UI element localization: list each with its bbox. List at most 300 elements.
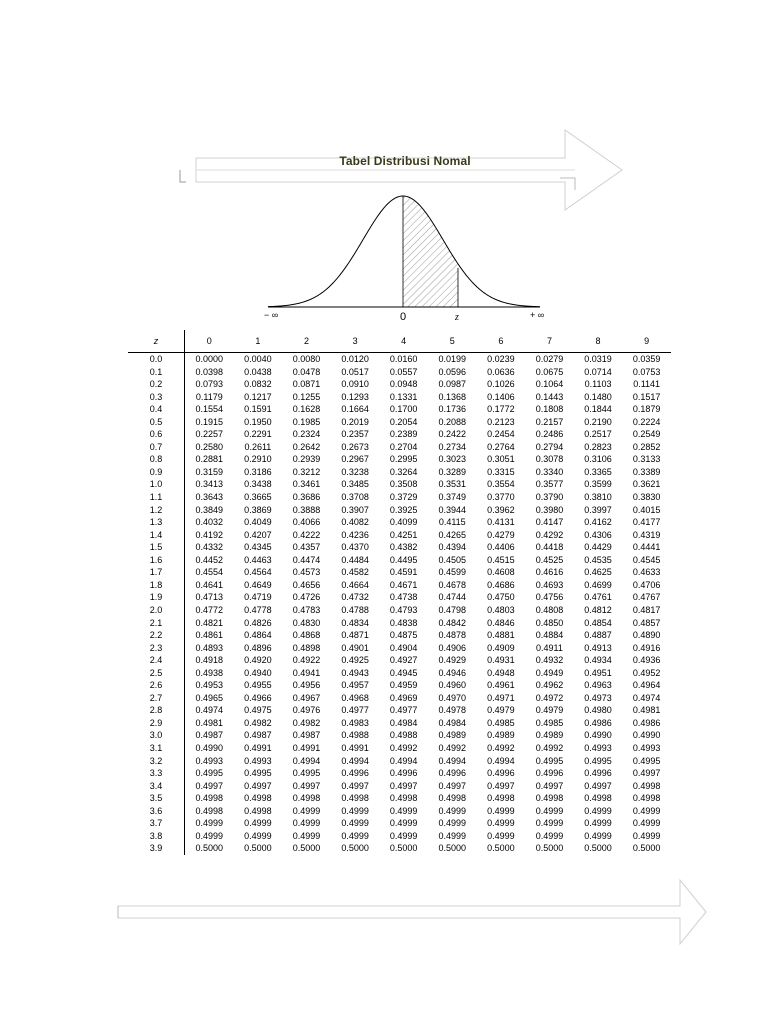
z-value-cell: 0.9 [128,466,185,479]
probability-cell: 0.3962 [487,504,515,515]
probability-cell: 0.4968 [341,692,369,703]
probability-cell: 0.1331 [389,391,418,402]
probability-cell: 0.1844 [584,404,612,415]
probability-cell: 0.2123 [487,416,515,427]
probability-cell: 0.4995 [632,755,661,766]
z-value-cell: 2.0 [128,604,185,617]
probability-cell: 0.2054 [389,416,418,427]
probability-cell: 0.4955 [244,680,272,691]
probability-cell: 0.0359 [622,353,671,366]
z-value-cell: 1.8 [128,579,185,592]
probability-cell: 0.3315 [487,466,515,477]
z-value-cell: 0.1 [128,366,185,379]
probability-cell: 0.4656 [292,579,321,590]
probability-cell: 0.4963 [584,680,612,691]
probability-cell: 0.3830 [632,492,661,503]
probability-cell: 0.4999 [389,830,418,841]
probability-cell: 0.4983 [341,717,369,728]
probability-cell: 0.4931 [487,655,515,666]
probability-cell: 0.4988 [389,730,418,741]
probability-cell: 0.4978 [438,705,467,716]
probability-cell: 0.4973 [584,692,612,703]
z-value-cell: 1.5 [128,541,185,554]
probability-cell: 0.2794 [535,441,564,452]
probability-cell: 0.4998 [341,793,369,804]
z-value-cell: 2.9 [128,717,185,730]
probability-cell: 0.3790 [535,492,564,503]
probability-cell: 0.4999 [195,830,224,841]
probability-cell: 0.4997 [389,780,418,791]
probability-cell: 0.4857 [632,617,661,628]
probability-cell: 0.4066 [292,517,321,528]
probability-cell: 0.4998 [632,793,661,804]
probability-cell: 0.2190 [584,416,612,427]
table-row [128,767,671,780]
probability-cell: 0.4222 [292,529,321,540]
header-row [128,330,671,353]
probability-cell: 0.4998 [292,793,321,804]
z-table [128,330,671,855]
probability-cell: 0.4932 [535,655,564,666]
probability-cell: 0.4970 [438,692,467,703]
probability-cell: 0.4998 [389,793,418,804]
probability-cell: 0.2580 [195,441,224,452]
probability-cell: 0.2257 [195,429,224,440]
probability-cell: 0.3643 [195,492,224,503]
table-row [128,729,671,742]
probability-cell: 0.4993 [632,742,661,753]
table-row [128,629,671,642]
z-value-cell: 3.3 [128,767,185,780]
table-row [128,717,671,730]
probability-cell: 0.4850 [535,617,564,628]
probability-cell: 0.4998 [487,793,515,804]
probability-cell: 0.0160 [379,353,428,366]
table-row [128,353,671,366]
probability-cell: 0.3997 [584,504,612,515]
probability-cell: 0.4990 [584,730,612,741]
probability-cell: 0.4982 [292,717,321,728]
probability-cell: 0.2517 [584,429,612,440]
probability-cell: 0.0675 [535,366,564,377]
probability-cell: 0.4951 [584,667,612,678]
probability-cell: 0.0239 [477,353,526,366]
probability-cell: 0.4979 [487,705,515,716]
probability-cell: 0.4177 [632,517,661,528]
probability-cell: 0.4988 [341,730,369,741]
probability-cell: 0.4991 [292,742,321,753]
probability-cell: 0.4265 [438,529,467,540]
probability-cell: 0.3023 [438,454,467,465]
probability-cell: 0.4974 [632,692,661,703]
probability-cell: 0.4994 [487,755,515,766]
probability-cell: 0.4616 [535,567,564,578]
probability-cell: 0.4985 [487,717,515,728]
probability-cell: 0.4726 [292,592,321,603]
probability-cell: 0.2852 [632,441,661,452]
z-value-cell: 2.8 [128,704,185,717]
probability-cell: 0.2995 [389,454,418,465]
probability-cell: 0.4998 [195,805,224,816]
probability-cell: 0.4834 [341,617,369,628]
probability-cell: 0.1517 [632,391,661,402]
probability-cell: 0.2157 [535,416,564,427]
probability-cell: 0.4474 [292,554,321,565]
probability-cell: 0.4984 [438,717,467,728]
probability-cell: 0.4861 [195,630,224,641]
probability-cell: 0.4925 [341,655,369,666]
z-value-cell: 1.0 [128,478,185,491]
probability-cell: 0.2389 [389,429,418,440]
probability-cell: 0.3340 [535,466,564,477]
probability-cell: 0.0120 [331,353,380,366]
pos-inf-label: + ∞ [530,310,545,320]
probability-cell: 0.4582 [341,567,369,578]
probability-cell: 0.4998 [244,805,272,816]
probability-cell: 0.4864 [244,630,272,641]
probability-cell: 0.4099 [389,517,418,528]
column-header: 1 [255,335,261,346]
probability-cell: 0.4756 [535,592,564,603]
probability-cell: 0.4992 [389,742,418,753]
table-row [128,579,671,592]
probability-cell: 0.4999 [487,805,515,816]
table-row [128,378,671,391]
probability-cell: 0.5000 [195,843,224,854]
probability-cell: 0.4940 [244,667,272,678]
probability-cell: 0.4999 [487,818,515,829]
probability-cell: 0.4936 [632,655,661,666]
probability-cell: 0.0871 [292,379,321,390]
column-header: 2 [303,335,309,346]
probability-cell: 0.4965 [195,692,224,703]
probability-cell: 0.4998 [632,780,661,791]
probability-cell: 0.3186 [244,466,272,477]
table-row [128,516,671,529]
z-value-cell: 2.6 [128,679,185,692]
probability-cell: 0.4946 [438,667,467,678]
probability-cell: 0.3106 [584,454,612,465]
probability-cell: 0.4693 [535,579,564,590]
probability-cell: 0.3264 [389,466,418,477]
probability-cell: 0.3888 [292,504,321,515]
probability-cell: 0.3770 [487,492,515,503]
table-row [128,780,671,793]
probability-cell: 0.0517 [341,366,369,377]
probability-cell: 0.4345 [244,542,272,553]
table-body [128,353,671,855]
probability-cell: 0.4015 [632,504,661,515]
probability-cell: 0.4997 [535,780,564,791]
z-value-cell: 0.2 [128,378,185,391]
z-value-cell: 0.3 [128,391,185,404]
table-row [128,491,671,504]
table-row [128,817,671,830]
probability-cell: 0.4082 [341,517,369,528]
probability-cell: 0.4554 [195,567,224,578]
probability-cell: 0.4999 [535,830,564,841]
probability-cell: 0.3849 [195,504,224,515]
probability-cell: 0.3665 [244,492,272,503]
probability-cell: 0.4319 [632,529,661,540]
probability-cell: 0.1985 [292,416,321,427]
probability-cell: 0.4678 [438,579,467,590]
probability-cell: 0.3907 [341,504,369,515]
z-value-cell: 3.2 [128,755,185,768]
probability-cell: 0.4999 [438,830,467,841]
probability-cell: 0.0714 [584,366,612,377]
probability-cell: 0.3944 [438,504,467,515]
probability-cell: 0.4999 [389,805,418,816]
probability-cell: 0.4959 [389,680,418,691]
probability-cell: 0.4901 [341,642,369,653]
probability-cell: 0.4986 [584,717,612,728]
probability-cell: 0.4505 [438,554,467,565]
probability-cell: 0.4934 [584,655,612,666]
probability-cell: 0.4997 [584,780,612,791]
probability-cell: 0.4793 [389,604,418,615]
probability-cell: 0.4995 [584,755,612,766]
probability-cell: 0.2422 [438,429,467,440]
probability-cell: 0.2642 [292,441,321,452]
probability-cell: 0.4992 [535,742,564,753]
probability-cell: 0.2734 [438,441,467,452]
probability-cell: 0.2939 [292,454,321,465]
probability-cell: 0.4999 [584,830,612,841]
column-header: 0 [206,335,212,346]
probability-cell: 0.4783 [292,604,321,615]
probability-cell: 0.4981 [195,717,224,728]
probability-cell: 0.3531 [438,479,467,490]
probability-cell: 0.1480 [584,391,612,402]
probability-cell: 0.4997 [244,780,272,791]
table-row [128,529,671,542]
probability-cell: 0.4382 [389,542,418,553]
probability-cell: 0.4987 [292,730,321,741]
probability-cell: 0.4998 [244,793,272,804]
probability-cell: 0.4956 [292,680,321,691]
probability-cell: 0.4871 [341,630,369,641]
probability-cell: 0.4977 [341,705,369,716]
probability-cell: 0.2224 [632,416,661,427]
probability-cell: 0.5000 [341,843,369,854]
probability-cell: 0.4996 [487,768,515,779]
probability-cell: 0.4999 [341,805,369,816]
column-header: 5 [449,335,455,346]
probability-cell: 0.4949 [535,667,564,678]
probability-cell: 0.4920 [244,655,272,666]
table-row [128,742,671,755]
probability-cell: 0.4898 [292,642,321,653]
probability-cell: 0.4997 [341,780,369,791]
probability-cell: 0.4975 [244,705,272,716]
probability-cell: 0.3389 [632,466,661,477]
probability-cell: 0.4452 [195,554,224,565]
probability-cell: 0.2967 [341,454,369,465]
probability-cell: 0.4996 [584,768,612,779]
probability-cell: 0.4966 [244,692,272,703]
probability-cell: 0.4999 [292,818,321,829]
probability-cell: 0.4964 [632,680,661,691]
table-row [128,704,671,717]
z-value-cell: 0.6 [128,428,185,441]
z-value-cell: 3.1 [128,742,185,755]
probability-cell: 0.4991 [244,742,272,753]
probability-cell: 0.4699 [584,579,612,590]
probability-cell: 0.4868 [292,630,321,641]
probability-cell: 0.4591 [389,567,418,578]
probability-cell: 0.4671 [389,579,418,590]
probability-cell: 0.2324 [292,429,321,440]
probability-cell: 0.0438 [244,366,272,377]
probability-cell: 0.4967 [292,692,321,703]
probability-cell: 0.4999 [292,805,321,816]
probability-cell: 0.1255 [292,391,321,402]
probability-cell: 0.4999 [535,818,564,829]
probability-cell: 0.4977 [389,705,418,716]
probability-cell: 0.4994 [292,755,321,766]
probability-cell: 0.4207 [244,529,272,540]
table-row [128,466,671,479]
probability-cell: 0.4972 [535,692,564,703]
probability-cell: 0.4463 [244,554,272,565]
probability-cell: 0.4962 [535,680,564,691]
z-value-cell: 2.2 [128,629,185,642]
probability-cell: 0.3461 [292,479,321,490]
probability-cell: 0.4999 [195,818,224,829]
probability-cell: 0.2454 [487,429,515,440]
probability-cell: 0.4999 [535,805,564,816]
probability-cell: 0.4997 [292,780,321,791]
probability-cell: 0.4922 [292,655,321,666]
probability-cell: 0.4990 [632,730,661,741]
table-row [128,604,671,617]
probability-cell: 0.3238 [341,466,369,477]
z-value-cell: 2.5 [128,667,185,680]
table-row [128,366,671,379]
table-row [128,416,671,429]
table-row [128,805,671,818]
probability-cell: 0.4664 [341,579,369,590]
probability-cell: 0.2088 [438,416,467,427]
probability-cell: 0.4961 [487,680,515,691]
probability-cell: 0.4884 [535,630,564,641]
probability-cell: 0.1443 [535,391,564,402]
probability-cell: 0.4545 [632,554,661,565]
probability-cell: 0.4999 [341,830,369,841]
probability-cell: 0.1736 [438,404,467,415]
probability-cell: 0.1700 [389,404,418,415]
probability-cell: 0.2549 [632,429,661,440]
probability-cell: 0.4994 [341,755,369,766]
z-value-cell: 1.7 [128,566,185,579]
probability-cell: 0.4429 [584,542,612,553]
probability-cell: 0.4032 [195,517,224,528]
probability-cell: 0.0636 [487,366,515,377]
probability-cell: 0.4999 [632,805,661,816]
probability-cell: 0.1406 [487,391,515,402]
probability-cell: 0.4846 [487,617,515,628]
probability-cell: 0.5000 [487,843,515,854]
probability-cell: 0.4772 [195,604,224,615]
probability-cell: 0.4948 [487,667,515,678]
probability-cell: 0.4515 [487,554,515,565]
probability-cell: 0.4999 [244,818,272,829]
z-value-cell: 3.5 [128,792,185,805]
probability-cell: 0.4817 [632,604,661,615]
probability-cell: 0.4893 [195,642,224,653]
probability-cell: 0.3051 [487,454,515,465]
probability-cell: 0.4441 [632,542,661,553]
probability-cell: 0.4649 [244,579,272,590]
probability-cell: 0.4625 [584,567,612,578]
probability-cell: 0.0987 [438,379,467,390]
z-value-cell: 2.1 [128,616,185,629]
probability-cell: 0.4971 [487,692,515,703]
probability-cell: 0.4999 [438,805,467,816]
probability-cell: 0.0793 [195,379,224,390]
probability-cell: 0.4830 [292,617,321,628]
table-row [128,679,671,692]
probability-cell: 0.0596 [438,366,467,377]
probability-cell: 0.3508 [389,479,418,490]
probability-cell: 0.3686 [292,492,321,503]
probability-cell: 0.0478 [292,366,321,377]
probability-cell: 0.4162 [584,517,612,528]
probability-cell: 0.4406 [487,542,515,553]
probability-cell: 0.4911 [536,642,563,653]
probability-cell: 0.4945 [389,667,418,678]
table-row [128,441,671,454]
probability-cell: 0.4279 [487,529,515,540]
probability-cell: 0.4904 [389,642,418,653]
probability-cell: 0.4943 [341,667,369,678]
probability-cell: 0.1554 [195,404,224,415]
probability-cell: 0.4732 [341,592,369,603]
probability-cell: 0.4981 [632,705,661,716]
table-row [128,830,671,843]
probability-cell: 0.2611 [244,441,272,452]
z-value-cell: 2.7 [128,692,185,705]
probability-cell: 0.4997 [487,780,515,791]
table-row [128,554,671,567]
probability-cell: 0.0398 [195,366,224,377]
probability-cell: 0.1293 [341,391,369,402]
probability-cell: 0.4049 [244,517,272,528]
table-row [128,842,671,855]
probability-cell: 0.1026 [487,379,515,390]
probability-cell: 0.1064 [535,379,564,390]
probability-cell: 0.4995 [535,755,564,766]
probability-cell: 0.4896 [244,642,272,653]
probability-cell: 0.4996 [438,768,467,779]
probability-cell: 0.3485 [341,479,369,490]
probability-cell: 0.4887 [584,630,612,641]
probability-cell: 0.5000 [244,843,272,854]
probability-cell: 0.4633 [632,567,661,578]
probability-cell: 0.5000 [389,843,418,854]
column-header: 6 [498,335,504,346]
table-row [128,478,671,491]
probability-cell: 0.4986 [632,717,661,728]
probability-cell: 0.4906 [438,642,467,653]
probability-cell: 0.5000 [632,843,661,854]
probability-cell: 0.3599 [584,479,612,490]
table-row [128,692,671,705]
probability-cell: 0.4686 [487,579,515,590]
probability-cell: 0.4998 [535,793,564,804]
probability-cell: 0.4115 [438,517,466,528]
